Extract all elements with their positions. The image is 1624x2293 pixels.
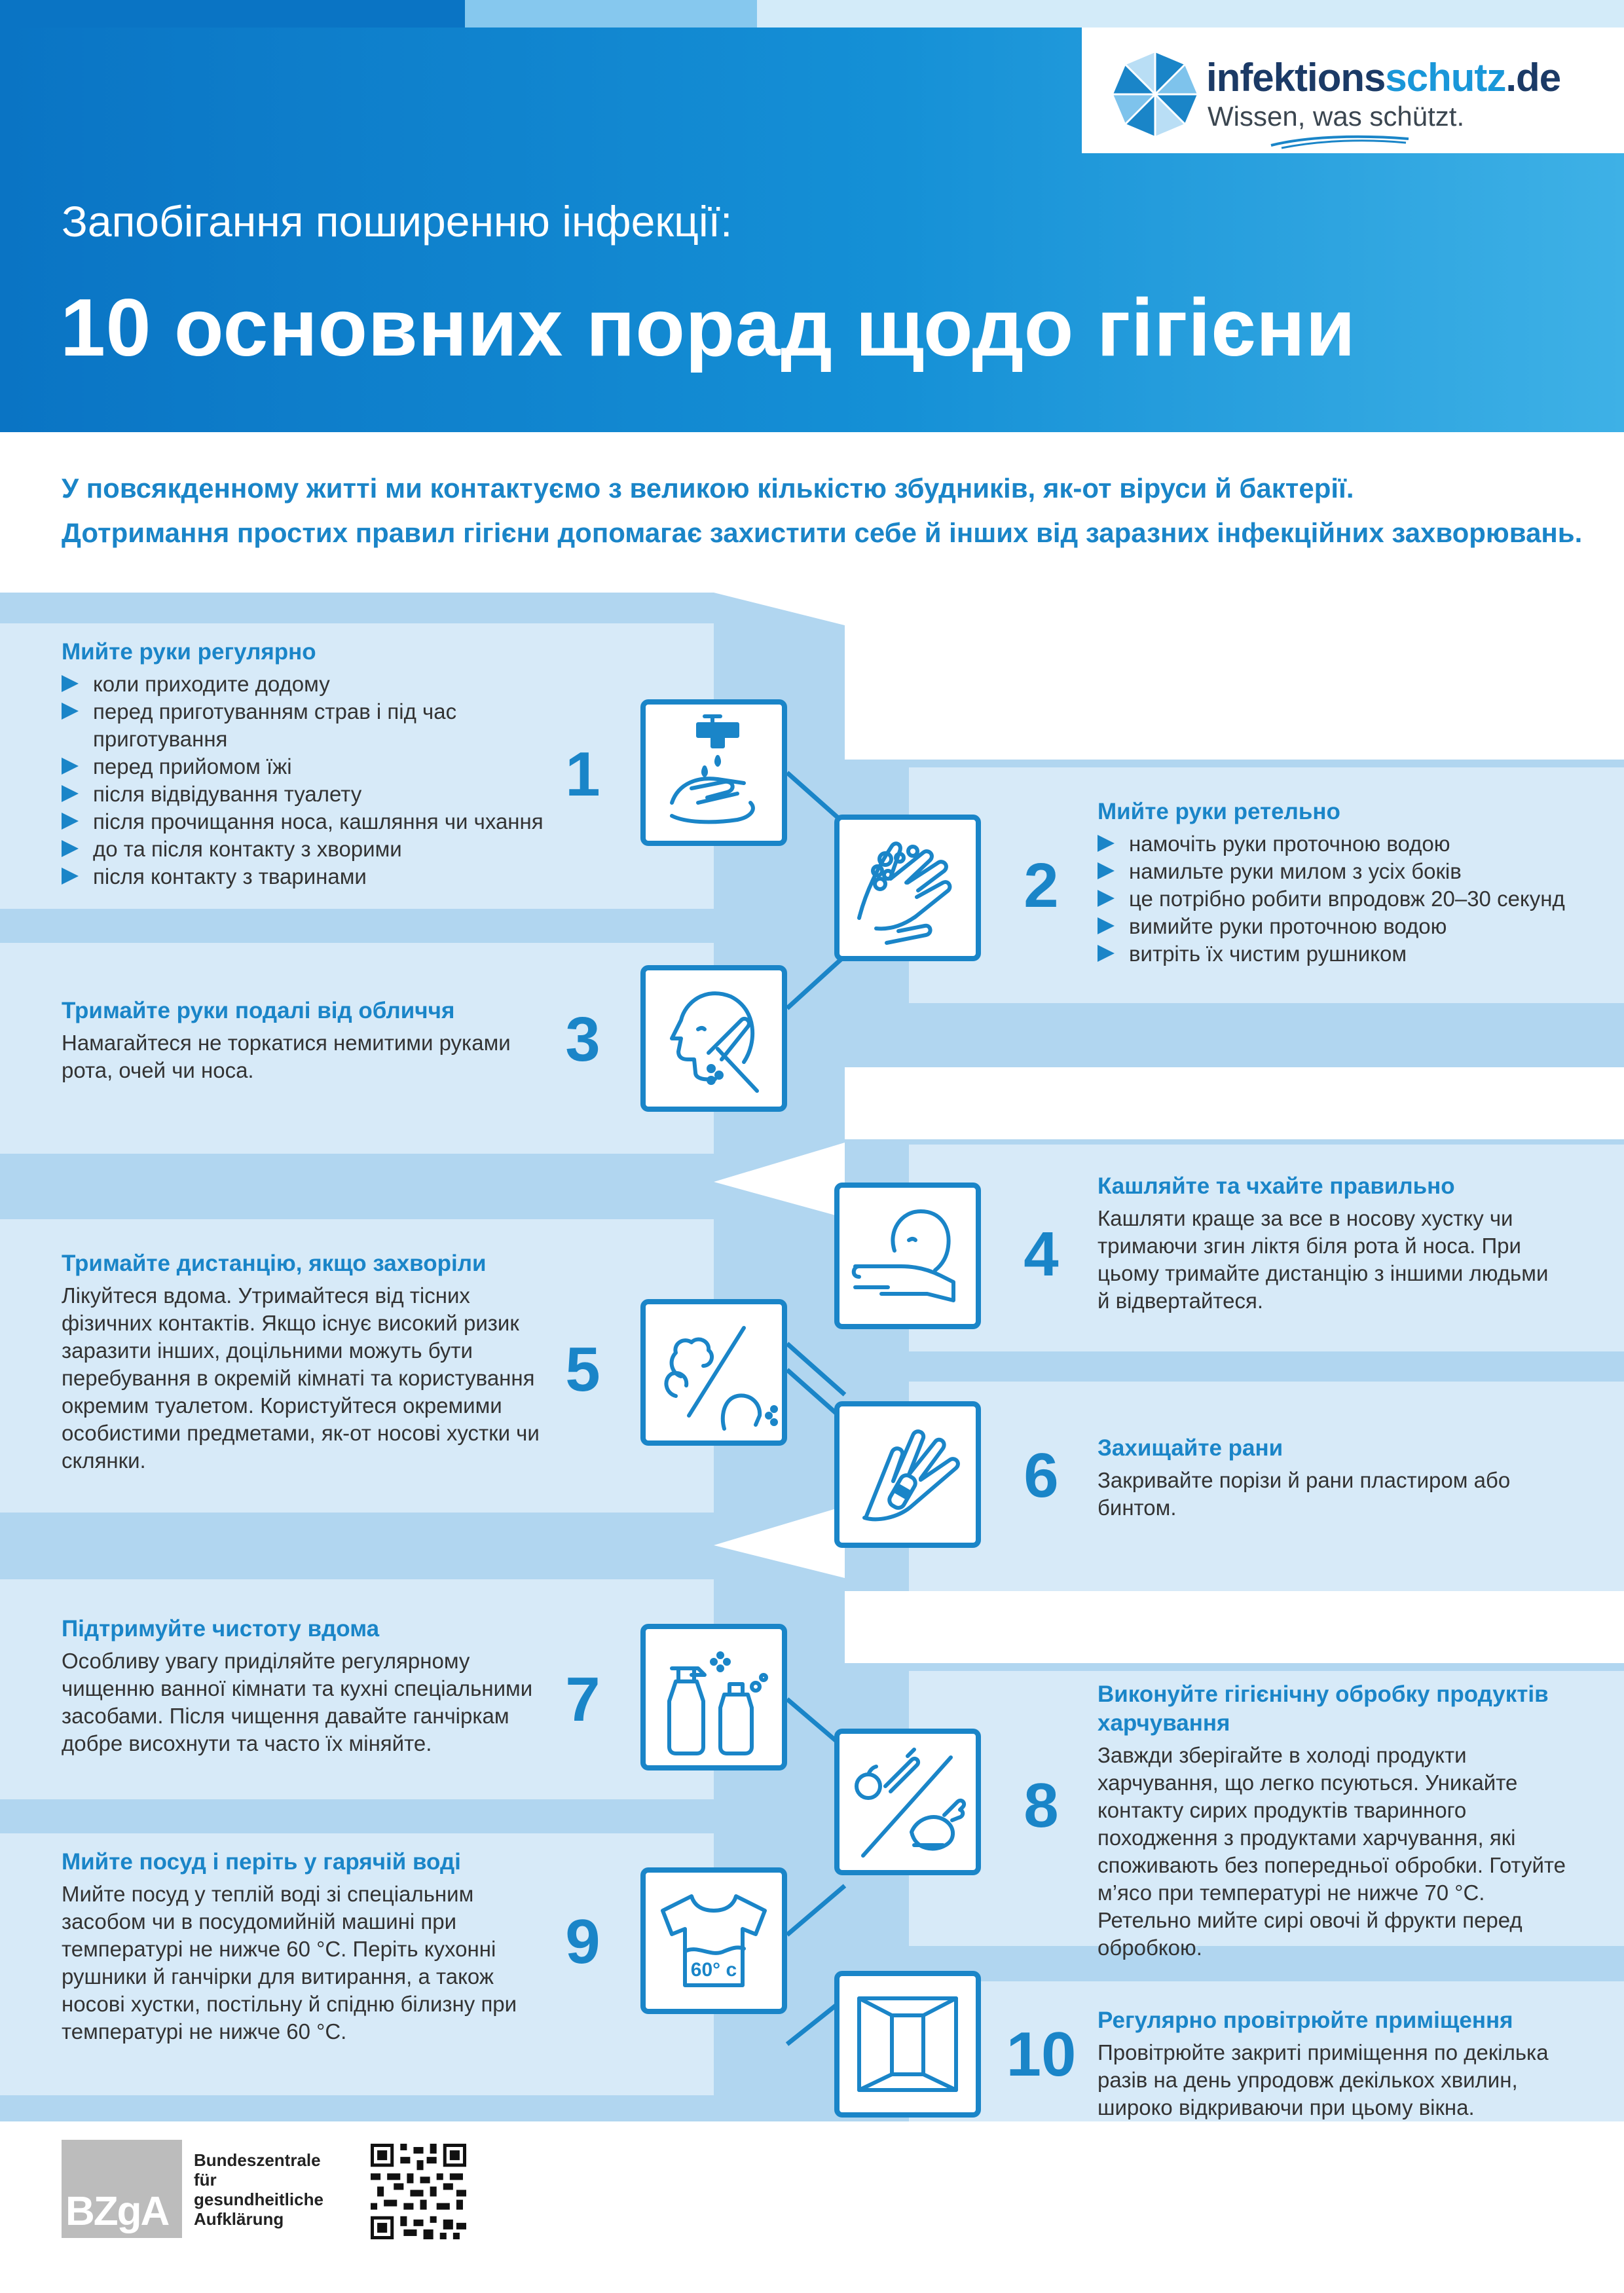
page-title: 10 основних порад щодо гігієни xyxy=(60,283,1356,373)
tip-title: Тримайте дистанцію, якщо захворіли xyxy=(62,1251,487,1276)
bzga-logo[interactable] xyxy=(62,2140,182,2238)
icon-box-3 xyxy=(640,965,787,1112)
list-item: після відвідування туалету xyxy=(62,780,559,808)
bzga-name-line: gesundheitliche xyxy=(194,2190,323,2209)
tip-1 xyxy=(62,638,559,890)
tip-number-7: 7 xyxy=(565,1664,600,1734)
cleaning-bottles-icon xyxy=(646,1629,782,1765)
bzga-name-line: für xyxy=(194,2170,217,2190)
tip-7 xyxy=(62,1615,553,1757)
tip-2 xyxy=(1098,798,1582,968)
icon-box-5 xyxy=(640,1299,787,1446)
tip-number-10: 10 xyxy=(1006,2019,1077,2089)
tip-list xyxy=(1098,830,1582,968)
tip-title: Тримайте руки подалі від обличчя xyxy=(62,998,455,1023)
tip-title: Кашляйте та чхайте правильно xyxy=(1098,1173,1455,1199)
list-item: до та після контакту з хворими xyxy=(62,835,559,863)
icon-box-6 xyxy=(834,1401,981,1548)
tshirt-temp-label: 60° c xyxy=(690,1959,737,1981)
tip-title: Мийте посуд і періть у гарячій воді xyxy=(62,1849,461,1875)
tip-list xyxy=(62,670,559,890)
tip-text: Особливу увагу приділяйте регулярному чищенню ванної кімнати та кухні спеціальними засобами. Після чищення давайте ганчіркам добре висохнути та часто їх міняйте. xyxy=(62,1649,533,1755)
tip-8 xyxy=(1098,1680,1576,1962)
tip-number-4: 4 xyxy=(1024,1219,1059,1289)
food-separation-icon xyxy=(840,1734,976,1870)
tshirt-60c-icon xyxy=(646,1873,782,2009)
tip-title: Регулярно провітрюйте приміщення xyxy=(1098,2008,1513,2033)
soapy-hands-icon xyxy=(840,820,976,956)
tip-text: Мийте посуд у теплій воді зі спеціальним засобом чи в посудомийній машині при температурі не нижче 60 °C. Періть кухонні рушники й ганчірки для витирання, а також носові хустки, постільну й спідню білизну при температурі не нижче 60 °C. xyxy=(62,1882,517,2044)
list-item: це потрібно робити впродовж 20–30 секунд xyxy=(1098,885,1582,913)
distance-icon xyxy=(646,1304,782,1440)
tip-number-2: 2 xyxy=(1024,851,1059,921)
tip-number-5: 5 xyxy=(565,1334,600,1404)
tip-title: Мийте руки ретельно xyxy=(1098,799,1340,824)
bzga-name-line: Bundeszentrale xyxy=(194,2150,321,2170)
tip-9 xyxy=(62,1848,533,2045)
icon-box-4 xyxy=(834,1183,981,1329)
list-item: витріть їх чистим рушником xyxy=(1098,940,1582,968)
logo-tagline: Wissen, was schützt. xyxy=(1208,101,1465,132)
tip-4 xyxy=(1098,1172,1549,1315)
tip-text: Завжди зберігайте в холоді продукти харчування, що легко псуються. Уникайте контакту сирих продуктів тваринного походження з продуктами харчування, які споживають без попередньої обробки. Готуйте м’ясо при температурі не нижче 70 °C. Ретельно мийте сирі овочі й фрукти перед обробкою. xyxy=(1098,1743,1566,1960)
icon-box-2 xyxy=(834,815,981,961)
tip-number-8: 8 xyxy=(1024,1770,1059,1841)
intro-line: Дотримання простих правил гігієни допомагає захистити себе й інших від заразних інфекційних захворювань. xyxy=(62,517,1583,548)
tip-10 xyxy=(1098,2006,1556,2121)
tip-number-6: 6 xyxy=(1024,1440,1059,1511)
tip-text: Закривайте порізи й рани пластиром або бинтом. xyxy=(1098,1468,1511,1520)
tip-3 xyxy=(62,997,546,1084)
icon-box-9 xyxy=(640,1867,787,2014)
tip-title: Захищайте рани xyxy=(1098,1435,1283,1461)
list-item: коли приходите додому xyxy=(62,670,559,698)
qr-code-icon[interactable] xyxy=(371,2144,466,2239)
intro-line: У повсякденному житті ми контактуємо з великою кількістю збудників, як-от віруси й бактерії. xyxy=(62,473,1354,504)
tip-text: Лікуйтеся вдома. Утримайтеся від тісних фізичних контактів. Якщо існує високий ризик заразити інших, доцільними можуть бути перебування в окремій кімнаті та користування окремим туалетом. Користуйтеся окремими особистими предметами, як-от носові хустки чи склянки. xyxy=(62,1283,540,1473)
list-item: намильте руки милом з усіх боків xyxy=(1098,858,1582,885)
list-item: перед прийомом їжі xyxy=(62,753,559,780)
tip-5 xyxy=(62,1249,559,1475)
logo-name-part2: schutz xyxy=(1385,56,1506,100)
tip-text: Намагайтеся не торкатися немитими руками рота, очей чи носа. xyxy=(62,1031,511,1082)
cough-into-elbow-icon xyxy=(840,1188,976,1324)
tip-title: Мийте руки регулярно xyxy=(62,639,316,665)
list-item: намочіть руки проточною водою xyxy=(1098,830,1582,858)
icon-box-1 xyxy=(640,699,787,846)
tip-number-3: 3 xyxy=(565,1004,600,1074)
page-subtitle: Запобігання поширенню інфекції: xyxy=(62,197,733,246)
logo-name-part3: .de xyxy=(1505,56,1561,100)
open-window-icon xyxy=(840,1976,976,2112)
list-item: після прочищання носа, кашляння чи чхання xyxy=(62,808,559,835)
icon-box-10 xyxy=(834,1971,981,2118)
list-item: вимийте руки проточною водою xyxy=(1098,913,1582,940)
bzga-logo-text: BZgA xyxy=(65,2189,169,2234)
hand-washing-tap-icon xyxy=(646,705,782,841)
no-face-touching-icon xyxy=(646,970,782,1107)
bandaged-hand-icon xyxy=(840,1406,976,1543)
tip-text: Провітрюйте закриті приміщення по декілька разів на день упродовж декількох хвилин, широко відкриваючи при цьому вікна. xyxy=(1098,2040,1549,2119)
tip-title: Виконуйте гігієнічну обробку продуктів харчування xyxy=(1098,1681,1549,1736)
icon-box-7 xyxy=(640,1624,787,1770)
icon-box-8 xyxy=(834,1729,981,1875)
list-item: після контакту з тваринами xyxy=(62,863,559,890)
bzga-name xyxy=(194,2150,364,2229)
tip-title: Підтримуйте чистоту вдома xyxy=(62,1616,380,1642)
tip-number-9: 9 xyxy=(565,1907,600,1977)
tip-number-1: 1 xyxy=(565,739,600,809)
tip-6 xyxy=(1098,1434,1517,1522)
bzga-name-line: Aufklärung xyxy=(194,2209,284,2229)
list-item: перед приготуванням страв і під час приготування xyxy=(62,698,559,753)
logo-name-part1: infektions xyxy=(1206,56,1386,100)
tip-text: Кашляти краще за все в носову хустку чи тримаючи згин ліктя біля рота й носа. При цьому тримайте дистанцію з іншими людьми й відвертайтеся. xyxy=(1098,1206,1549,1313)
